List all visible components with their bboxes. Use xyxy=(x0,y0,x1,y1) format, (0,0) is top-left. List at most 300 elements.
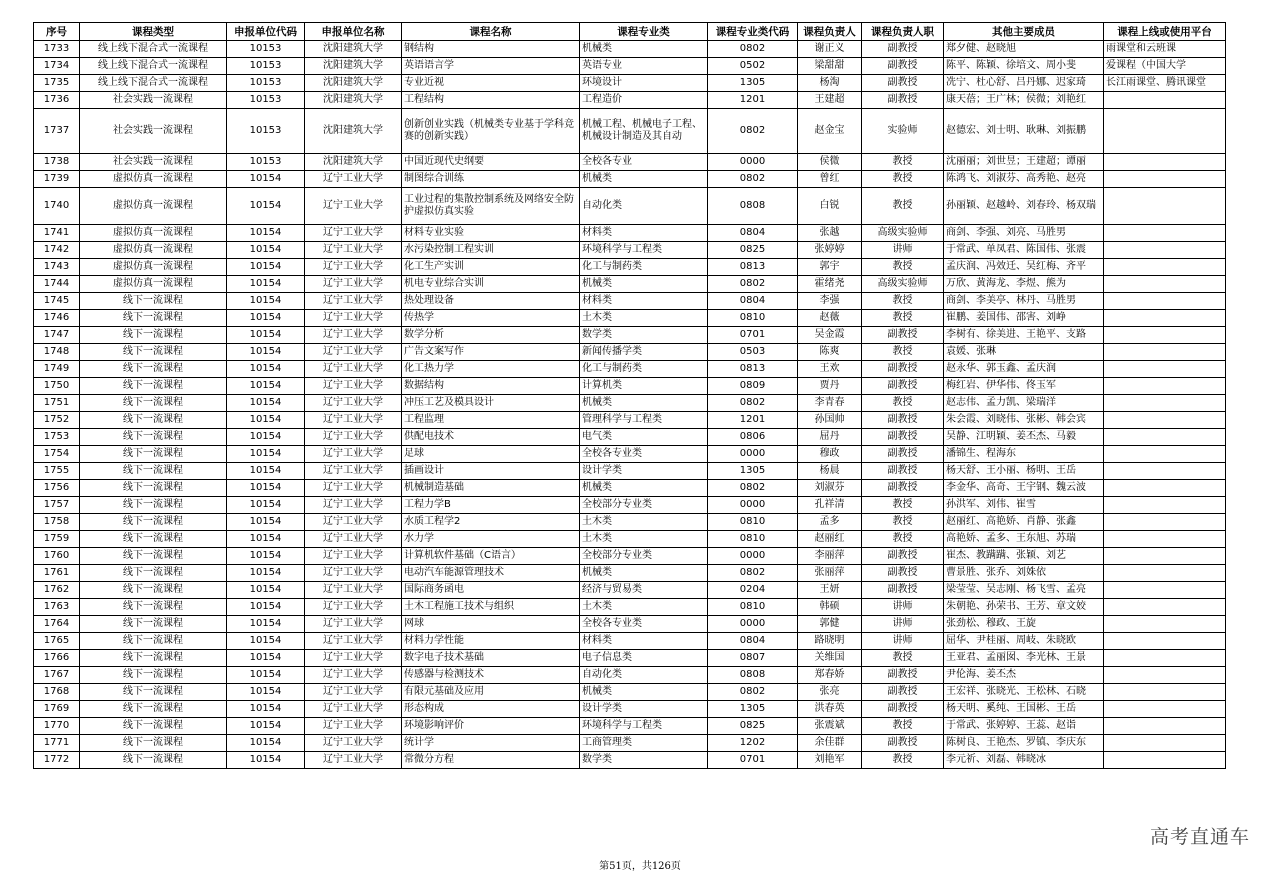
table-cell: 0813 xyxy=(708,259,798,276)
table-cell: 教授 xyxy=(862,310,944,327)
table-row xyxy=(34,684,1226,701)
table-cell: 社会实践一流课程 xyxy=(80,109,227,154)
table-cell: 全校部分专业类 xyxy=(580,497,708,514)
table-cell: 辽宁工业大学 xyxy=(305,344,402,361)
table-cell: 10154 xyxy=(227,429,305,446)
header-cell: 申报单位代码 xyxy=(227,23,305,41)
table-cell: 雨课堂和云班课 xyxy=(1104,41,1226,58)
table-cell: 李元祈、刘磊、韩晓冰 xyxy=(944,752,1104,769)
table-cell: 线上线下混合式一流课程 xyxy=(80,58,227,75)
table-cell: 0802 xyxy=(708,109,798,154)
table-cell: 0000 xyxy=(708,548,798,565)
table-row xyxy=(34,463,1226,480)
table-cell: 辽宁工业大学 xyxy=(305,650,402,667)
table-cell: 商剑、李强、刘亮、马胜男 xyxy=(944,225,1104,242)
table-cell: 土木类 xyxy=(580,310,708,327)
table-cell: 常微分方程 xyxy=(402,752,580,769)
table-cell: 工商管理类 xyxy=(580,735,708,752)
table-cell: 机械类 xyxy=(580,395,708,412)
table-cell: 崔鹏、姜国伟、邵害、刘峥 xyxy=(944,310,1104,327)
table-row xyxy=(34,752,1226,769)
table-cell: 0825 xyxy=(708,718,798,735)
table-cell: 张婷婷 xyxy=(798,242,862,259)
table-cell: 10153 xyxy=(227,154,305,171)
table-cell: 刘淑芬 xyxy=(798,480,862,497)
table-cell xyxy=(1104,310,1226,327)
table-cell: 插画设计 xyxy=(402,463,580,480)
table-cell: 1759 xyxy=(34,531,80,548)
table-cell: 郑春娇 xyxy=(798,667,862,684)
table-cell: 辽宁工业大学 xyxy=(305,599,402,616)
table-cell: 全校部分专业类 xyxy=(580,548,708,565)
table-cell: 计算机软件基础（C语言） xyxy=(402,548,580,565)
table-cell: 10154 xyxy=(227,293,305,310)
table-cell: 线下一流课程 xyxy=(80,735,227,752)
table-cell xyxy=(1104,378,1226,395)
table-cell: 虚拟仿真一流课程 xyxy=(80,259,227,276)
table-cell: 关维国 xyxy=(798,650,862,667)
table-cell: 1736 xyxy=(34,92,80,109)
table-cell: 辽宁工业大学 xyxy=(305,463,402,480)
table-cell: 辽宁工业大学 xyxy=(305,276,402,293)
table-cell: 10154 xyxy=(227,446,305,463)
table-cell: 赵志伟、孟力凯、梁瑞洋 xyxy=(944,395,1104,412)
header-cell: 申报单位名称 xyxy=(305,23,402,41)
table-cell: 0808 xyxy=(708,188,798,225)
table-cell: 材料力学性能 xyxy=(402,633,580,650)
table-cell: 社会实践一流课程 xyxy=(80,154,227,171)
table-cell: 社会实践一流课程 xyxy=(80,92,227,109)
table-cell: 辽宁工业大学 xyxy=(305,548,402,565)
table-cell: 1757 xyxy=(34,497,80,514)
table-cell: 形态构成 xyxy=(402,701,580,718)
table-cell: 线下一流课程 xyxy=(80,718,227,735)
table-cell: 线下一流课程 xyxy=(80,531,227,548)
table-cell: 机械类 xyxy=(580,684,708,701)
table-cell: 10153 xyxy=(227,109,305,154)
table-cell: 线下一流课程 xyxy=(80,599,227,616)
table-row xyxy=(34,188,1226,225)
table-cell: 洪春英 xyxy=(798,701,862,718)
table-cell: 足球 xyxy=(402,446,580,463)
table-cell: 讲师 xyxy=(862,616,944,633)
table-cell: 10154 xyxy=(227,412,305,429)
table-cell: 王建超 xyxy=(798,92,862,109)
table-cell: 1201 xyxy=(708,92,798,109)
table-cell: 1738 xyxy=(34,154,80,171)
table-cell: 副教授 xyxy=(862,92,944,109)
table-cell: 水污染控制工程实训 xyxy=(402,242,580,259)
table-cell: 赵丽红 xyxy=(798,531,862,548)
table-cell: 曾红 xyxy=(798,171,862,188)
table-cell: 0204 xyxy=(708,582,798,599)
table-cell: 线下一流课程 xyxy=(80,548,227,565)
table-cell: 管理科学与工程类 xyxy=(580,412,708,429)
table-cell: 工程结构 xyxy=(402,92,580,109)
header-cell: 课程上线或使用平台 xyxy=(1104,23,1226,41)
table-cell: 副教授 xyxy=(862,480,944,497)
table-cell xyxy=(1104,531,1226,548)
table-cell xyxy=(1104,684,1226,701)
table-cell: 吴静、江明颖、姜丕杰、马毅 xyxy=(944,429,1104,446)
table-cell xyxy=(1104,429,1226,446)
table-cell: 机械工程、机械电子工程、机械设计制造及其自动 xyxy=(580,109,708,154)
table-cell: 1743 xyxy=(34,259,80,276)
table-cell: 辽宁工业大学 xyxy=(305,582,402,599)
table-cell: 教授 xyxy=(862,531,944,548)
table-cell: 郑夕健、赵晓旭 xyxy=(944,41,1104,58)
table-cell: 康天蓓；王广林；侯微；刘艳红 xyxy=(944,92,1104,109)
table-cell: 0503 xyxy=(708,344,798,361)
table-cell: 制图综合训练 xyxy=(402,171,580,188)
table-cell: 杨淘 xyxy=(798,75,862,92)
table-cell: 尹伦海、姜丕杰 xyxy=(944,667,1104,684)
table-cell: 1750 xyxy=(34,378,80,395)
table-cell xyxy=(1104,633,1226,650)
table-cell xyxy=(1104,242,1226,259)
table-cell: 创新创业实践（机械类专业基于学科竞赛的创新实践） xyxy=(402,109,580,154)
table-cell: 计算机类 xyxy=(580,378,708,395)
table-cell xyxy=(1104,497,1226,514)
table-cell: 副教授 xyxy=(862,41,944,58)
table-cell: 梁甜甜 xyxy=(798,58,862,75)
table-cell: 副教授 xyxy=(862,58,944,75)
table-cell: 屈华、尹桂丽、周岐、朱晓欧 xyxy=(944,633,1104,650)
table-row xyxy=(34,242,1226,259)
table-cell: 0807 xyxy=(708,650,798,667)
table-cell: 设计学类 xyxy=(580,701,708,718)
table-cell: 1763 xyxy=(34,599,80,616)
table-cell: 赵永华、郭玉鑫、孟庆润 xyxy=(944,361,1104,378)
table-cell: 材料专业实验 xyxy=(402,225,580,242)
table-cell: 0802 xyxy=(708,480,798,497)
table-cell: 10154 xyxy=(227,735,305,752)
table-cell: 0808 xyxy=(708,667,798,684)
table-cell: 路晓明 xyxy=(798,633,862,650)
table-cell: 线下一流课程 xyxy=(80,310,227,327)
table-cell: 线下一流课程 xyxy=(80,480,227,497)
table-cell: 材料类 xyxy=(580,225,708,242)
table-cell: 辽宁工业大学 xyxy=(305,514,402,531)
table-cell: 专业近视 xyxy=(402,75,580,92)
table-cell: 李丽萍 xyxy=(798,548,862,565)
table-row xyxy=(34,41,1226,58)
table-cell: 余佳群 xyxy=(798,735,862,752)
table-cell: 中国近现代史纲要 xyxy=(402,154,580,171)
table-cell: 10154 xyxy=(227,327,305,344)
table-cell: 1202 xyxy=(708,735,798,752)
table-cell: 教授 xyxy=(862,752,944,769)
table-cell: 1771 xyxy=(34,735,80,752)
table-row xyxy=(34,599,1226,616)
table-cell: 0810 xyxy=(708,514,798,531)
table-cell: 0804 xyxy=(708,293,798,310)
table-cell: 潘锦生、程海东 xyxy=(944,446,1104,463)
table-cell: 10154 xyxy=(227,582,305,599)
table-cell: 陈树良、王艳杰、罗镇、李庆东 xyxy=(944,735,1104,752)
table-cell: 化工与制药类 xyxy=(580,259,708,276)
table-cell: 辽宁工业大学 xyxy=(305,171,402,188)
table-cell: 辽宁工业大学 xyxy=(305,361,402,378)
table-cell: 张劲松、穆政、王旋 xyxy=(944,616,1104,633)
table-cell: 10154 xyxy=(227,480,305,497)
table-cell: 实验师 xyxy=(862,109,944,154)
table-cell: 教授 xyxy=(862,293,944,310)
table-cell: 赵德宏、刘士明、耿琳、刘振鹏 xyxy=(944,109,1104,154)
table-cell: 0804 xyxy=(708,633,798,650)
table-cell: 10153 xyxy=(227,92,305,109)
table-cell: 白锐 xyxy=(798,188,862,225)
table-cell: 土木类 xyxy=(580,599,708,616)
table-cell: 线下一流课程 xyxy=(80,582,227,599)
watermark: 高考直通车 xyxy=(1149,826,1250,848)
table-cell: 副教授 xyxy=(862,429,944,446)
table-cell xyxy=(1104,293,1226,310)
table-row xyxy=(34,412,1226,429)
table-cell: 辽宁工业大学 xyxy=(305,310,402,327)
table-cell xyxy=(1104,276,1226,293)
table-cell: 环境设计 xyxy=(580,75,708,92)
table-cell: 10154 xyxy=(227,171,305,188)
table-cell: 线下一流课程 xyxy=(80,650,227,667)
table-cell: 高艳娇、孟多、王东旭、苏瑞 xyxy=(944,531,1104,548)
table-cell: 10154 xyxy=(227,242,305,259)
table-cell: 张亮 xyxy=(798,684,862,701)
table-cell: 10154 xyxy=(227,616,305,633)
table-cell: 数学分析 xyxy=(402,327,580,344)
table-cell: 梅红岩、伊华伟、佟玉军 xyxy=(944,378,1104,395)
table-cell: 0802 xyxy=(708,171,798,188)
table-cell: 1305 xyxy=(708,463,798,480)
table-cell: 0701 xyxy=(708,752,798,769)
table-cell: 张越 xyxy=(798,225,862,242)
table-row xyxy=(34,701,1226,718)
table-cell: 数据结构 xyxy=(402,378,580,395)
table-cell: 孟庆润、冯效迁、吴红梅、齐平 xyxy=(944,259,1104,276)
table-cell: 10154 xyxy=(227,361,305,378)
table-cell: 副教授 xyxy=(862,667,944,684)
table-cell: 线下一流课程 xyxy=(80,752,227,769)
header-cell: 课程负责人 xyxy=(798,23,862,41)
table-cell: 孙丽颖、赵越岭、刘春玲、杨双瑞 xyxy=(944,188,1104,225)
table-row xyxy=(34,361,1226,378)
table-cell: 钢结构 xyxy=(402,41,580,58)
table-cell: 材料类 xyxy=(580,293,708,310)
table-cell: 工程造价 xyxy=(580,92,708,109)
page-footer: 第51页，共126页 xyxy=(599,861,681,872)
table-cell xyxy=(1104,667,1226,684)
table-cell: 10153 xyxy=(227,75,305,92)
table-cell xyxy=(1104,582,1226,599)
table-cell: 教授 xyxy=(862,259,944,276)
table-cell: 虚拟仿真一流课程 xyxy=(80,171,227,188)
table-cell: 网球 xyxy=(402,616,580,633)
table-cell: 张震斌 xyxy=(798,718,862,735)
table-cell: 材料类 xyxy=(580,633,708,650)
table-cell xyxy=(1104,395,1226,412)
table-cell: 陈爽 xyxy=(798,344,862,361)
table-cell: 朱会霞、刘晓伟、张彬、韩会宾 xyxy=(944,412,1104,429)
table-cell: 虚拟仿真一流课程 xyxy=(80,242,227,259)
table-cell: 副教授 xyxy=(862,75,944,92)
table-cell: 线下一流课程 xyxy=(80,412,227,429)
table-cell: 土木类 xyxy=(580,531,708,548)
table-cell: 工业过程的集散控制系统及网络安全防护虚拟仿真实验 xyxy=(402,188,580,225)
table-cell: 1769 xyxy=(34,701,80,718)
table-cell: 朱朝艳、孙荣书、王芳、章文姣 xyxy=(944,599,1104,616)
table-cell: 10154 xyxy=(227,225,305,242)
table-row xyxy=(34,92,1226,109)
table-cell: 1749 xyxy=(34,361,80,378)
table-cell: 0502 xyxy=(708,58,798,75)
table-cell: 1745 xyxy=(34,293,80,310)
table-cell: 梁莹莹、吴志刚、杨飞雪、孟亮 xyxy=(944,582,1104,599)
table-cell: 1746 xyxy=(34,310,80,327)
table-cell: 10153 xyxy=(227,41,305,58)
table-cell: 辽宁工业大学 xyxy=(305,565,402,582)
table-cell: 长江雨课堂、腾讯课堂 xyxy=(1104,75,1226,92)
table-cell: 10154 xyxy=(227,259,305,276)
table-cell: 陈鸿飞、刘淑芬、高秀艳、赵亮 xyxy=(944,171,1104,188)
table-row xyxy=(34,735,1226,752)
table-row xyxy=(34,75,1226,92)
table-cell: 线下一流课程 xyxy=(80,395,227,412)
table-cell: 赵金宝 xyxy=(798,109,862,154)
table-cell: 线下一流课程 xyxy=(80,293,227,310)
table-cell: 辽宁工业大学 xyxy=(305,429,402,446)
table-cell: 10154 xyxy=(227,548,305,565)
table-cell: 1305 xyxy=(708,701,798,718)
table-cell: 李强 xyxy=(798,293,862,310)
table-cell: 工程力学B xyxy=(402,497,580,514)
table-cell: 屈丹 xyxy=(798,429,862,446)
table-cell xyxy=(1104,752,1226,769)
table-cell: 线上线下混合式一流课程 xyxy=(80,75,227,92)
table-cell: 张丽萍 xyxy=(798,565,862,582)
table-cell: 崔杰、教蹒蹒、张颖、刘艺 xyxy=(944,548,1104,565)
table-row xyxy=(34,650,1226,667)
table-cell: 0802 xyxy=(708,41,798,58)
table-cell: 线下一流课程 xyxy=(80,701,227,718)
table-cell: 0813 xyxy=(708,361,798,378)
table-cell: 机械类 xyxy=(580,276,708,293)
table-cell: 副教授 xyxy=(862,735,944,752)
table-cell: 贾丹 xyxy=(798,378,862,395)
table-cell: 商剑、李美亭、林丹、马胜男 xyxy=(944,293,1104,310)
table-cell: 副教授 xyxy=(862,412,944,429)
table-cell: 机械类 xyxy=(580,171,708,188)
table-cell: 赵丽红、高艳娇、肖静、张鑫 xyxy=(944,514,1104,531)
table-row xyxy=(34,616,1226,633)
table-cell: 线下一流课程 xyxy=(80,633,227,650)
table-cell: 辽宁工业大学 xyxy=(305,188,402,225)
table-cell: 线上线下混合式一流课程 xyxy=(80,41,227,58)
table-cell: 国际商务函电 xyxy=(402,582,580,599)
table-cell: 英语语言学 xyxy=(402,58,580,75)
table-cell: 自动化类 xyxy=(580,667,708,684)
table-cell xyxy=(1104,514,1226,531)
table-cell: 副教授 xyxy=(862,463,944,480)
table-cell: 土木类 xyxy=(580,514,708,531)
table-cell: 谢正义 xyxy=(798,41,862,58)
table-cell: 10154 xyxy=(227,531,305,548)
table-row xyxy=(34,378,1226,395)
table-cell: 高级实验师 xyxy=(862,276,944,293)
table-cell: 辽宁工业大学 xyxy=(305,531,402,548)
table-cell: 线下一流课程 xyxy=(80,565,227,582)
table-cell: 0810 xyxy=(708,310,798,327)
table-row xyxy=(34,395,1226,412)
header-cell: 课程名称 xyxy=(402,23,580,41)
table-cell xyxy=(1104,188,1226,225)
table-cell: 设计学类 xyxy=(580,463,708,480)
table-cell: 李树有、徐美进、王艳平、支路 xyxy=(944,327,1104,344)
header-cell: 其他主要成员 xyxy=(944,23,1104,41)
table-cell: 数字电子技术基础 xyxy=(402,650,580,667)
table-row xyxy=(34,565,1226,582)
table-cell: 机械类 xyxy=(580,565,708,582)
table-cell: 10154 xyxy=(227,684,305,701)
table-cell: 韩硕 xyxy=(798,599,862,616)
table-cell xyxy=(1104,259,1226,276)
table-cell: 辽宁工业大学 xyxy=(305,259,402,276)
table-cell: 王妍 xyxy=(798,582,862,599)
table-cell: 10154 xyxy=(227,310,305,327)
table-cell: 教授 xyxy=(862,395,944,412)
table-cell: 10154 xyxy=(227,514,305,531)
table-cell: 1766 xyxy=(34,650,80,667)
table-cell: 赵薇 xyxy=(798,310,862,327)
table-row xyxy=(34,58,1226,75)
table-cell: 热处理设备 xyxy=(402,293,580,310)
course-table-sheet xyxy=(33,22,1226,769)
table-cell: 0000 xyxy=(708,446,798,463)
table-cell: 孟多 xyxy=(798,514,862,531)
table-cell: 10154 xyxy=(227,188,305,225)
table-cell: 工程监理 xyxy=(402,412,580,429)
table-cell: 副教授 xyxy=(862,327,944,344)
table-cell: 辽宁工业大学 xyxy=(305,412,402,429)
table-row xyxy=(34,718,1226,735)
table-row xyxy=(34,548,1226,565)
table-cell xyxy=(1104,327,1226,344)
table-cell xyxy=(1104,548,1226,565)
table-cell: 全校各专业类 xyxy=(580,446,708,463)
table-cell: 虚拟仿真一流课程 xyxy=(80,225,227,242)
table-row xyxy=(34,531,1226,548)
table-cell: 于常武、单凤君、陈国伟、张震 xyxy=(944,242,1104,259)
table-cell: 广告文案写作 xyxy=(402,344,580,361)
table-row xyxy=(34,497,1226,514)
table-row xyxy=(34,344,1226,361)
table-cell: 辽宁工业大学 xyxy=(305,446,402,463)
table-cell: 1751 xyxy=(34,395,80,412)
table-cell: 1761 xyxy=(34,565,80,582)
table-cell: 吴金霞 xyxy=(798,327,862,344)
table-cell: 1741 xyxy=(34,225,80,242)
table-cell: 辽宁工业大学 xyxy=(305,633,402,650)
table-cell: 沈阳建筑大学 xyxy=(305,58,402,75)
table-cell: 1753 xyxy=(34,429,80,446)
table-cell: 万欣、黄海龙、李煜、熊为 xyxy=(944,276,1104,293)
table-cell xyxy=(1104,171,1226,188)
table-cell: 0000 xyxy=(708,497,798,514)
table-row xyxy=(34,154,1226,171)
table-cell: 王亚君、孟丽囡、李光林、王景 xyxy=(944,650,1104,667)
table-cell: 0701 xyxy=(708,327,798,344)
table-cell: 沈阳建筑大学 xyxy=(305,41,402,58)
table-cell: 冲压工艺及模具设计 xyxy=(402,395,580,412)
